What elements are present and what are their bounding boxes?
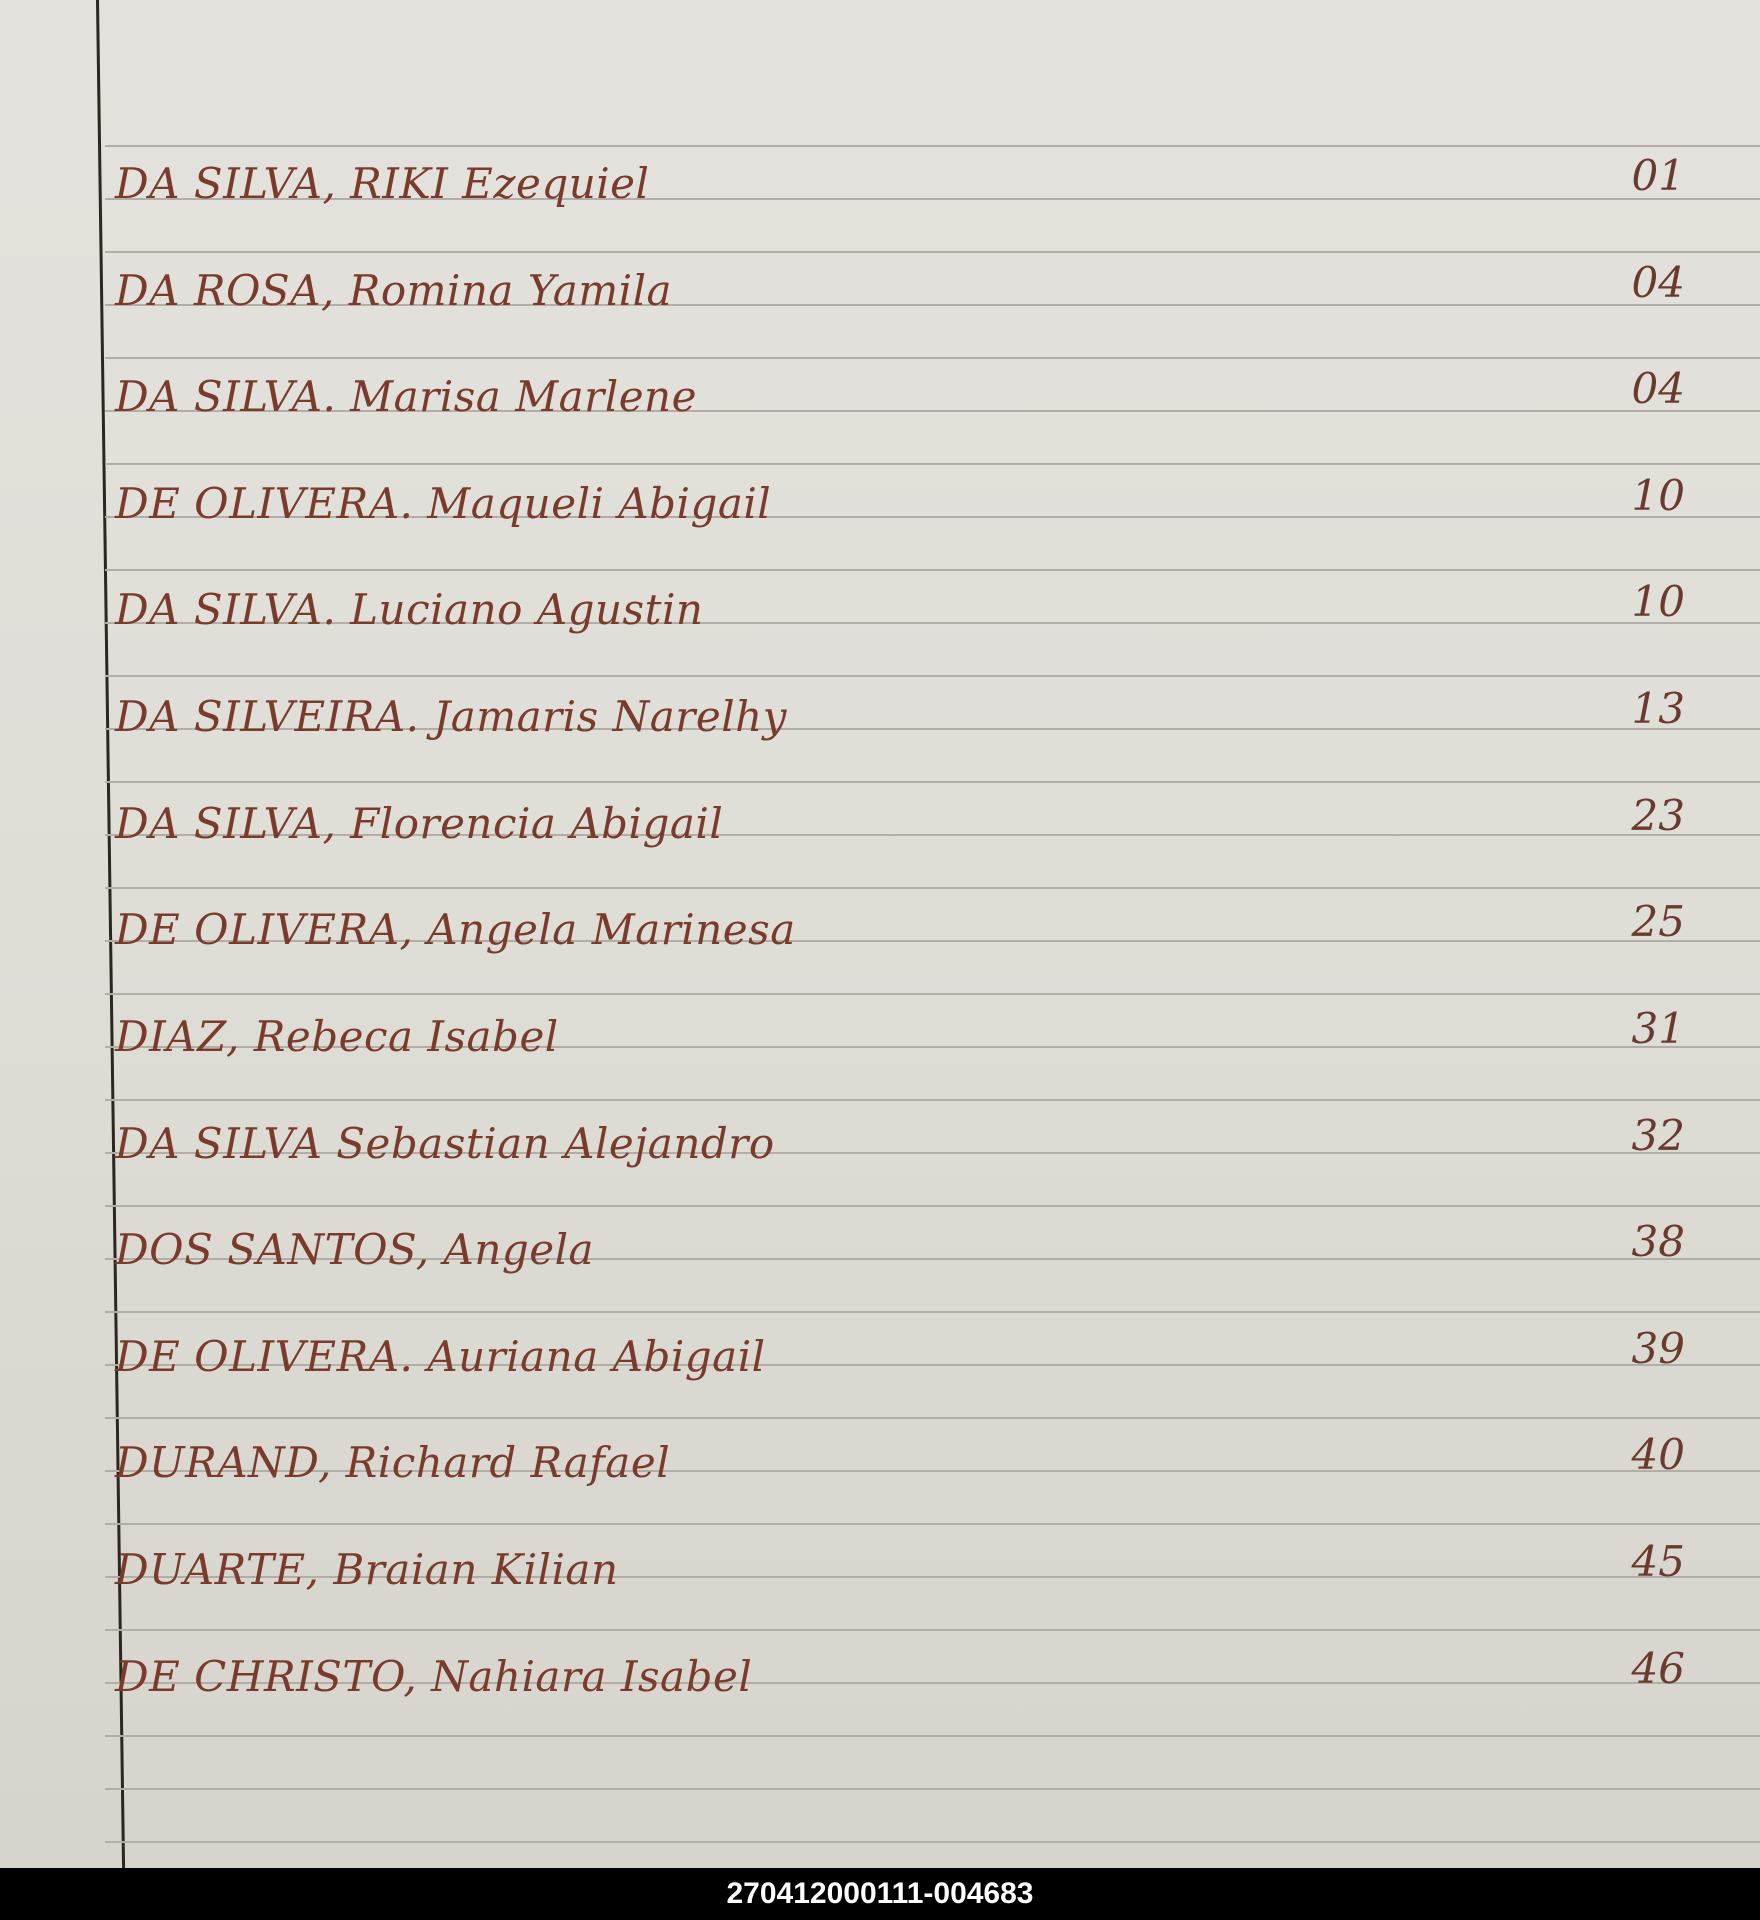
ruled-line — [105, 1788, 1760, 1790]
list-item — [115, 363, 1735, 423]
entry-number: 32 — [1631, 1111, 1685, 1160]
ruled-line — [105, 993, 1760, 995]
entry-number: 04 — [1631, 364, 1685, 413]
ruled-line — [105, 357, 1760, 359]
list-item — [115, 1643, 1735, 1703]
ruled-line — [105, 1311, 1760, 1313]
entry-name: DA SILVA. Marisa Marlene — [115, 372, 697, 421]
entry-number: 25 — [1631, 897, 1685, 946]
entry-name: DOS SANTOS, Angela — [115, 1225, 595, 1274]
ruled-line — [105, 1841, 1760, 1843]
entry-number: 13 — [1631, 684, 1685, 733]
entry-number: 31 — [1631, 1004, 1685, 1053]
ruled-line — [105, 1629, 1760, 1631]
entry-name: DA SILVA, RIKI Ezequiel — [115, 159, 650, 208]
entry-name: DA SILVA Sebastian Alejandro — [115, 1119, 775, 1168]
list-item — [115, 257, 1735, 317]
ruled-line — [105, 145, 1760, 147]
entry-number: 39 — [1631, 1324, 1685, 1373]
ruled-line — [105, 781, 1760, 783]
entry-name: DE CHRISTO, Nahiara Isabel — [115, 1652, 753, 1701]
list-item — [115, 470, 1735, 530]
list-item — [115, 150, 1735, 210]
entry-name: DA SILVA. Luciano Agustin — [115, 585, 704, 634]
list-item — [115, 1110, 1735, 1170]
ruled-line — [105, 1523, 1760, 1525]
entry-number: 23 — [1631, 791, 1685, 840]
ruled-line — [105, 251, 1760, 253]
entry-name: DURAND, Richard Rafael — [115, 1438, 671, 1487]
entry-name: DUARTE, Braian Kilian — [115, 1545, 619, 1594]
ruled-line — [105, 675, 1760, 677]
list-item — [115, 1216, 1735, 1276]
entry-number: 04 — [1631, 258, 1685, 307]
ruled-line — [105, 1099, 1760, 1101]
entry-number: 01 — [1631, 151, 1685, 200]
ruled-line — [105, 463, 1760, 465]
ruled-line — [105, 887, 1760, 889]
entry-number: 45 — [1631, 1537, 1685, 1586]
entry-name: DA SILVA, Florencia Abigail — [115, 799, 724, 848]
ruled-line — [105, 1205, 1760, 1207]
list-item — [115, 683, 1735, 743]
list-item — [115, 1429, 1735, 1489]
entry-name: DE OLIVERA. Auriana Abigail — [115, 1332, 766, 1381]
list-item — [115, 790, 1735, 850]
entry-name: DA ROSA, Romina Yamila — [115, 266, 673, 315]
entry-name: DE OLIVERA, Angela Marinesa — [115, 905, 796, 954]
ruled-line — [105, 1417, 1760, 1419]
entry-name: DIAZ, Rebeca Isabel — [115, 1012, 559, 1061]
document-id-footer: 270412000111-004683 — [0, 1868, 1760, 1920]
entry-number: 10 — [1631, 471, 1685, 520]
list-item — [115, 576, 1735, 636]
entry-number: 38 — [1631, 1217, 1685, 1266]
ruled-line — [105, 1735, 1760, 1737]
list-item — [115, 1003, 1735, 1063]
list-item — [115, 896, 1735, 956]
entry-name: DA SILVEIRA. Jamaris Narelhy — [115, 692, 787, 741]
list-item — [115, 1323, 1735, 1383]
entry-name: DE OLIVERA. Maqueli Abigail — [115, 479, 772, 528]
entry-number: 40 — [1631, 1430, 1685, 1479]
entry-number: 10 — [1631, 577, 1685, 626]
ruled-line — [105, 569, 1760, 571]
list-item — [115, 1536, 1735, 1596]
entry-number: 46 — [1631, 1644, 1685, 1693]
